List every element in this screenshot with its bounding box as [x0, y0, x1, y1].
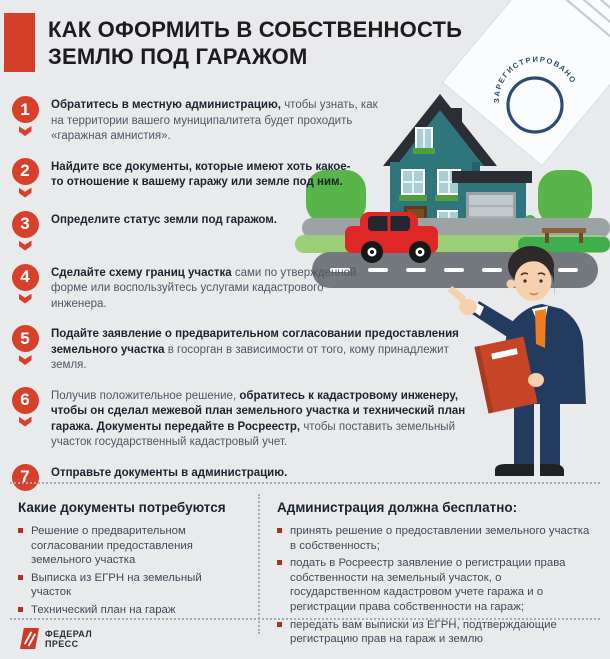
step-text: Сделайте схему границ участка сами по утвержденной форме или воспользуйтесь услугами кадастрового инженера. [51, 266, 357, 310]
dotted-divider-vertical [258, 494, 260, 634]
docs-list [18, 524, 240, 618]
admin-section-title: Администрация должна бесплатно: [277, 500, 518, 515]
step-text: Получив положительное решение, обратитесь к кадастровому инженеру, чтобы он сделал межевой план земельного участка и технический план гаража. Документы передайте в Росреестр, чтобы поставить земельный участок государственный кадастровый учет. [51, 389, 466, 448]
step-number-badge: 1 [12, 96, 39, 123]
admin-list [277, 524, 595, 647]
step-item-6 [10, 387, 510, 451]
step-number-badge: 3 [12, 211, 39, 238]
list-item: Решение о предварительном согласовании предоставления земельного участка [18, 524, 240, 568]
chevron-down-icon [19, 241, 32, 251]
page-title-line2: ЗЕМЛЮ ПОД ГАРАЖОМ [48, 44, 308, 69]
chevron-down-icon [19, 126, 32, 136]
step-text: Обратитесь в местную администрацию, чтобы узнать, как на территории вашего муниципалитета будет проходить «гаражная амнистия». [51, 99, 378, 142]
list-item: Технический план на гараж [18, 603, 240, 618]
step-item-4 [10, 264, 510, 313]
page-title [48, 16, 462, 70]
fedpress-logo-icon [20, 628, 39, 649]
step-item-7 [10, 464, 510, 491]
list-item: подать в Росреестр заявление о регистрации права собственности на земельный участок, о государственном кадастровом учете гаража и о регистрации права собственности на гараж; [277, 556, 595, 614]
bullet-square-icon [277, 622, 282, 627]
docs-section-title: Какие документы потребуются [18, 500, 226, 515]
bullet-square-icon [18, 607, 23, 612]
admin-section [277, 500, 595, 650]
step-number-badge: 7 [12, 464, 39, 491]
step-text: Отправьте документы в администрацию. [51, 466, 288, 479]
step-item-5 [10, 325, 510, 374]
list-item: передать вам выписки из ЕГРН, подтверждающие регистрацию прав на гараж и землю [277, 618, 595, 647]
step-number-badge: 5 [12, 325, 39, 352]
chevron-down-icon [19, 355, 32, 365]
title-accent-square [4, 13, 35, 72]
footer-logo [20, 628, 92, 649]
step-text: Подайте заявление о предварительном согласовании предоставления земельного участка в госорган в зависимости от того, кому принадлежит земля. [51, 328, 459, 371]
step-text: Определите статус земли под гаражом. [51, 213, 277, 226]
bullet-square-icon [18, 528, 23, 533]
step-item-1 [10, 96, 510, 145]
step-item-2 [10, 158, 510, 198]
list-item: принять решение о предоставлении земельного участка в собственность; [277, 524, 595, 553]
dotted-divider-top [10, 482, 600, 484]
page-title-line1: КАК ОФОРМИТЬ В СОБСТВЕННОСТЬ [48, 17, 463, 42]
bullet-square-icon [18, 575, 23, 580]
chevron-down-icon [19, 188, 32, 198]
step-text: Найдите все документы, которые имеют хоть какое-то отношение к вашему гаражу или земле под ним. [51, 160, 351, 188]
stamp-text: ЗАРЕГИСТРИРОВАНО [492, 54, 579, 104]
footer-logo-text: ФЕДЕРАЛ ПРЕСС [45, 628, 93, 649]
list-item: Выписка из ЕГРН на земельный участок [18, 571, 240, 600]
step-number-badge: 6 [12, 387, 39, 414]
chevron-down-icon [19, 417, 32, 427]
step-number-badge: 4 [12, 264, 39, 291]
step-number-badge: 2 [12, 158, 39, 185]
chevron-down-icon [19, 294, 32, 304]
step-list [10, 96, 510, 504]
step-item-3 [10, 211, 510, 251]
docs-section [18, 500, 240, 621]
bullet-square-icon [277, 528, 282, 533]
bullet-square-icon [277, 560, 282, 565]
